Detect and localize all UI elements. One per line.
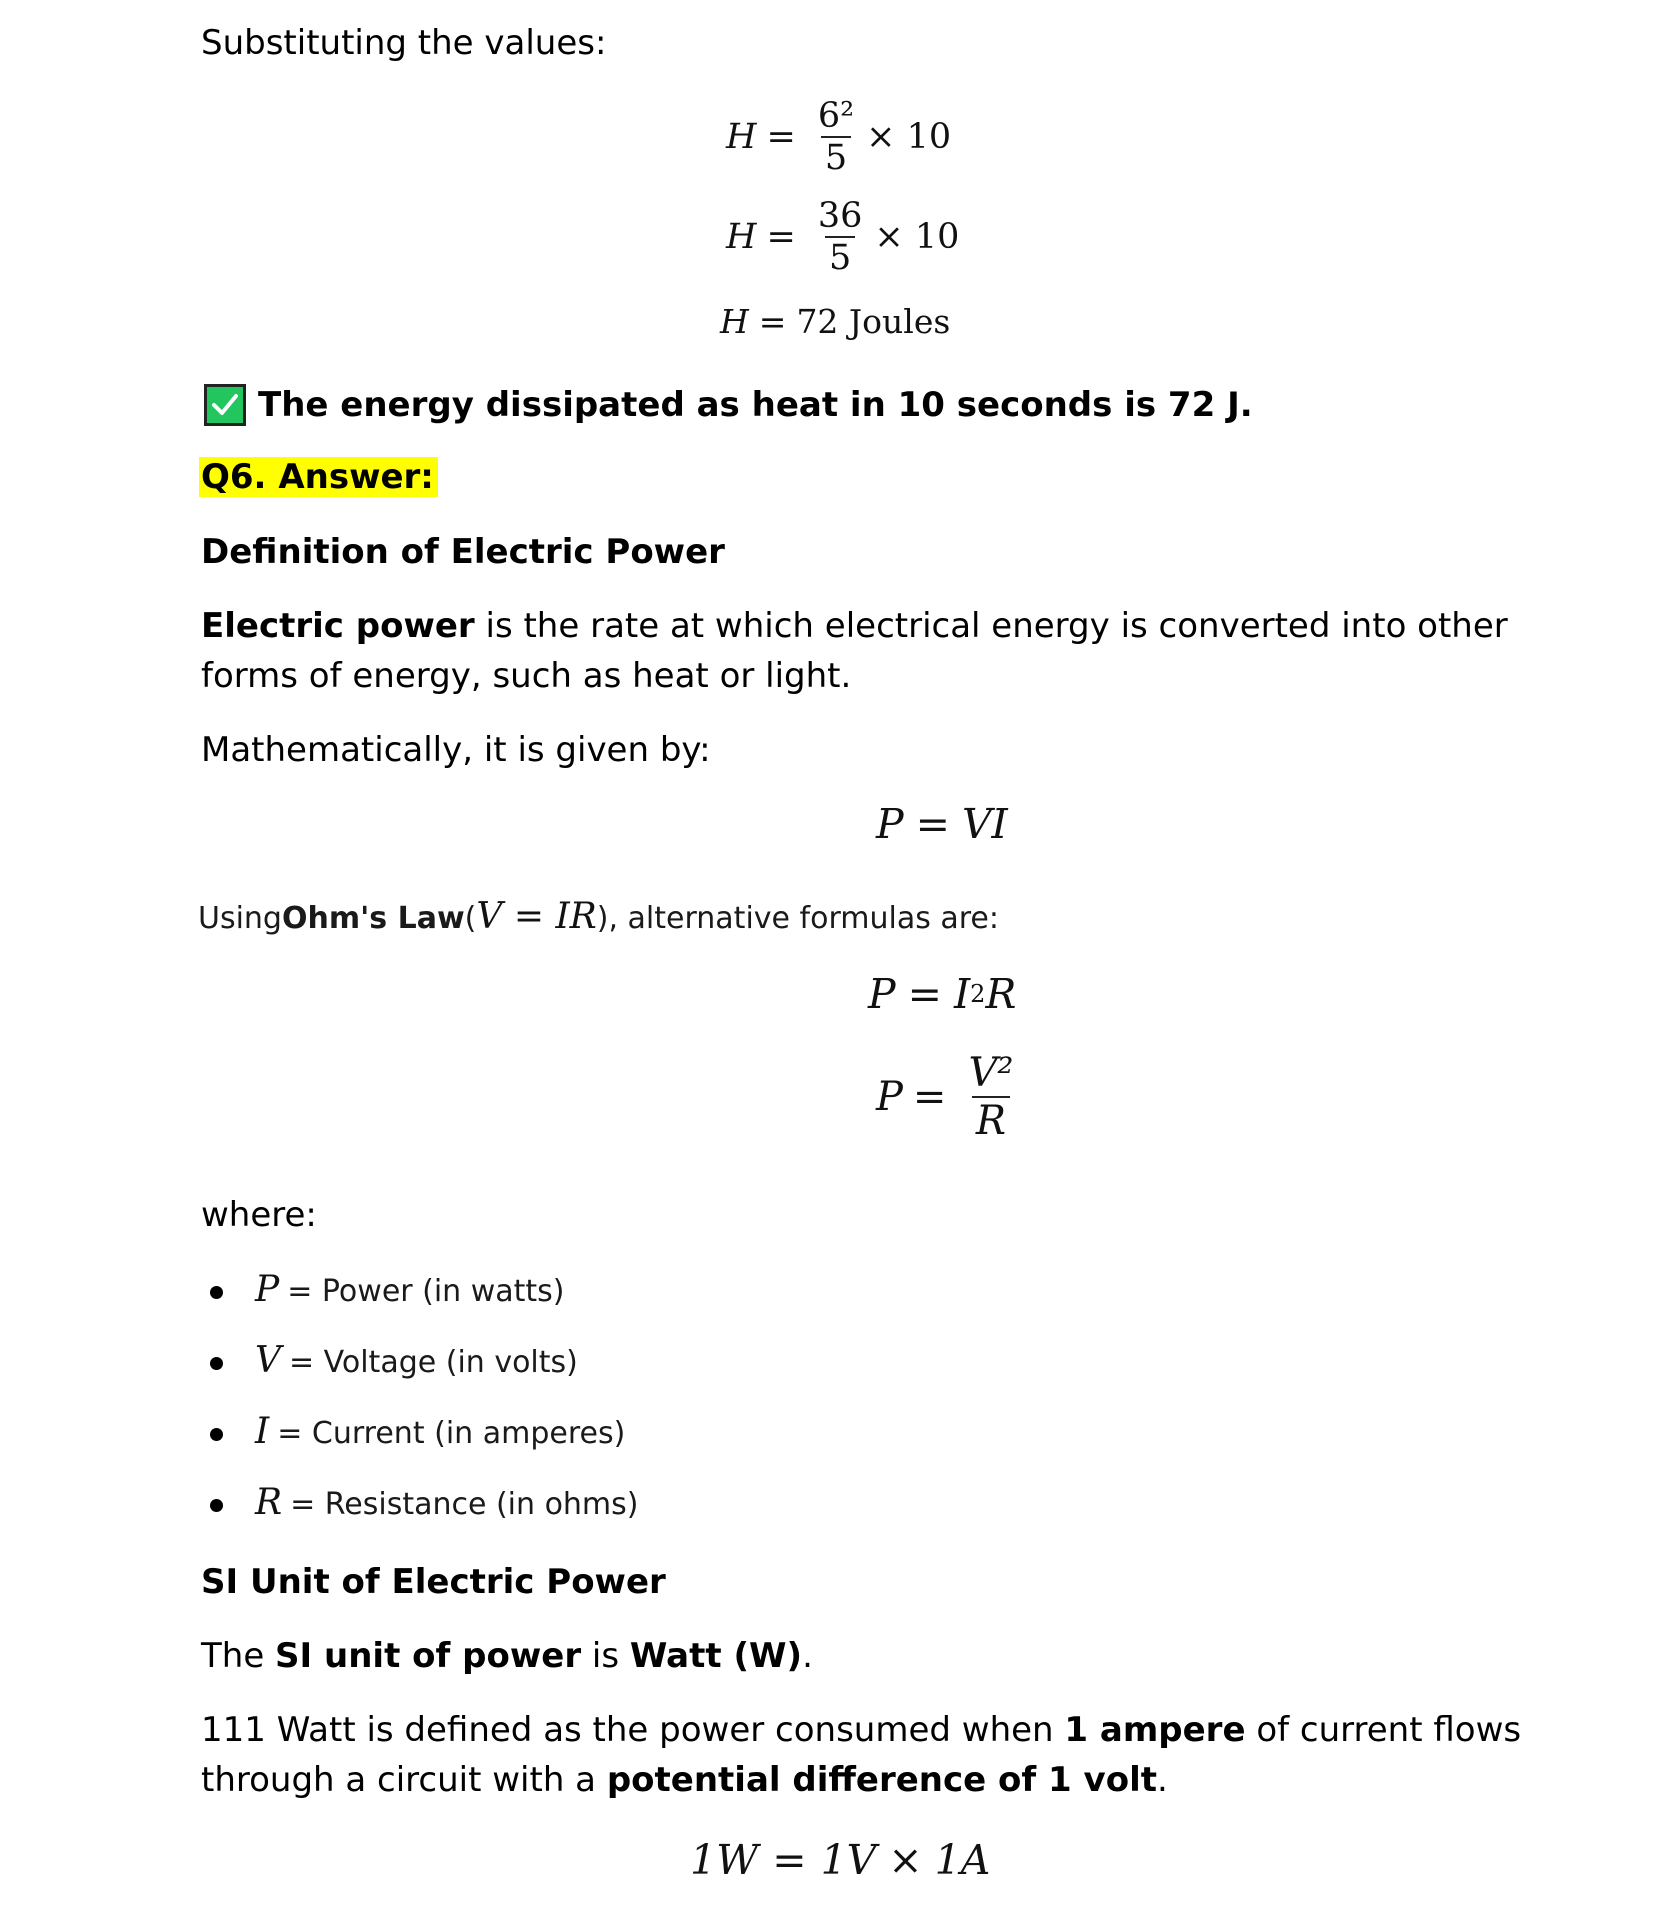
ohms-prefix: Using (198, 901, 282, 936)
power-equation (876, 800, 1008, 848)
electric-power-term: Electric power (201, 606, 475, 646)
eq3-lhs: H (720, 302, 749, 341)
si-mid: is (581, 1636, 630, 1676)
eq3-rhs: 72 Joules (796, 302, 951, 341)
watt-def-l2-suffix: . (1156, 1760, 1168, 1800)
heat-equation-2 (726, 196, 959, 279)
alt-equation-2 (876, 1050, 1025, 1144)
eq1-denominator: 5 (821, 136, 851, 178)
variable-symbol: V (255, 1340, 281, 1381)
definition-heading: Definition of Electric Power (201, 532, 725, 572)
si-unit-heading: SI Unit of Electric Power (201, 1562, 666, 1602)
final-times: × (888, 1836, 923, 1884)
watt-definition-line-1 (201, 1705, 1521, 1755)
si-unit-line (201, 1631, 813, 1681)
ohms-law-line (198, 895, 999, 941)
watt-equation (690, 1836, 990, 1884)
definition-line-1-rest: is the rate at which electrical energy is converted into other (474, 606, 1508, 646)
bullet-icon (210, 1428, 223, 1441)
power-eq-rhs: VI (961, 800, 1008, 848)
variable-symbol: P (255, 1269, 280, 1310)
eq1-lhs: H (726, 117, 757, 158)
power-eq-lhs: P (876, 800, 904, 848)
alt2-denominator: R (972, 1096, 1010, 1144)
q6-answer-label (199, 452, 438, 502)
alt2-lhs: P (876, 1074, 903, 1120)
ohms-suffix: ), alternative formulas are: (596, 901, 999, 936)
alt2-op: = (912, 1074, 947, 1120)
ohms-law-term: Ohm's Law (281, 901, 465, 936)
watt-definition-line-2 (201, 1755, 1168, 1805)
eq2-numerator: 36 (817, 196, 863, 236)
si-end: . (802, 1636, 813, 1676)
eq2-fraction (814, 196, 867, 279)
final-op: = (772, 1836, 807, 1884)
variable-symbol: I (255, 1411, 270, 1452)
alt1-i: I (953, 970, 971, 1018)
potential-difference-term: potential difference of 1 volt (606, 1760, 1157, 1800)
eq2-denominator: 5 (825, 236, 855, 278)
eq2-lhs: H (726, 217, 757, 258)
variable-desc: = Current (in amperes) (277, 1416, 626, 1451)
alt-equation-1 (868, 970, 1016, 1018)
intro-text: Substituting the values: (201, 23, 607, 63)
si-unit-term: SI unit of power (275, 1636, 582, 1676)
check-mark-icon (204, 384, 246, 426)
alt1-lhs: P (868, 970, 896, 1018)
power-eq-op: = (915, 800, 950, 848)
alt1-r: R (985, 970, 1017, 1018)
ampere-term: 1 ampere (1064, 1710, 1246, 1750)
final-a: 1V (820, 1836, 877, 1884)
mathematically-text: Mathematically, it is given by: (201, 730, 711, 770)
eq1-op: = (766, 117, 796, 158)
bullet-icon (210, 1357, 223, 1370)
si-prefix: The (201, 1636, 276, 1676)
eq2-tail: × 10 (874, 217, 960, 258)
variable-desc: = Resistance (in ohms) (290, 1487, 639, 1522)
watt-def-l1-suffix: of current flows (1245, 1710, 1522, 1750)
result-text: The energy dissipated as heat in 10 seconds is 72 J. (258, 385, 1253, 425)
ohms-open: ( (464, 901, 477, 936)
variable-desc: = Voltage (in volts) (289, 1345, 578, 1380)
q6-highlight: Q6. Answer: (199, 457, 438, 497)
watt-def-l1-prefix: 111 Watt is defined as the power consumed when (201, 1710, 1065, 1750)
where-label: where: (201, 1195, 317, 1235)
alt2-numerator: V² (968, 1050, 1014, 1096)
result-line (204, 380, 1253, 430)
heat-equation-1 (726, 96, 951, 179)
eq1-numerator: 6² (817, 96, 855, 136)
watt-def-l2-prefix: through a circuit with a (201, 1760, 607, 1800)
definition-line-2: forms of energy, such as heat or light. (201, 656, 852, 696)
ohms-law-formula: V = IR (476, 896, 597, 937)
eq3-op: = (758, 302, 787, 341)
alt1-op: = (907, 970, 942, 1018)
variable-desc: = Power (in watts) (287, 1274, 565, 1309)
eq1-fraction (814, 96, 858, 179)
bullet-icon (210, 1499, 223, 1512)
alt1-sup: 2 (970, 980, 986, 1008)
heat-equation-3 (720, 302, 950, 341)
final-b: 1A (934, 1836, 991, 1884)
final-lhs: 1W (690, 1836, 759, 1884)
watt-term: Watt (W) (629, 1636, 803, 1676)
alt2-fraction (964, 1050, 1017, 1144)
eq1-tail: × 10 (866, 117, 952, 158)
variable-symbol: R (255, 1482, 283, 1523)
eq2-op: = (766, 217, 796, 258)
bullet-icon (210, 1286, 223, 1299)
definition-line-1 (201, 601, 1508, 651)
